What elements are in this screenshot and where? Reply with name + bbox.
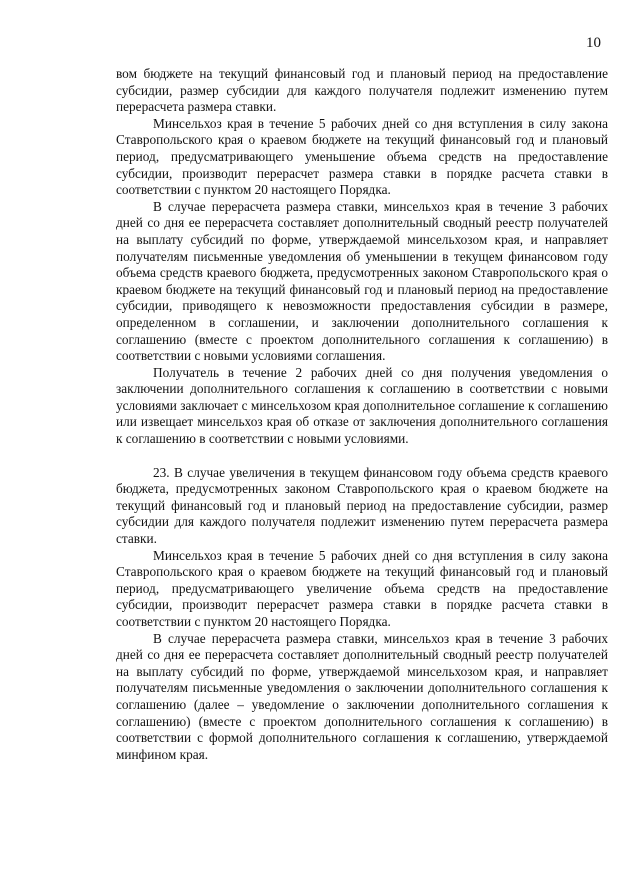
paragraph-rate-recalculation-increase: Минсельхоз края в течение 5 рабочих дней со дня вступления в силу закона Ставропольского края о краевом бюджете на текущий финансовый год и плановый период, предусматривающего увеличение объема средств на предоставление субсидии, производит перерасчет размера ставки в порядке расчета ставки в соответствии с пунктом 20 настоящего Порядка.: [116, 547, 608, 629]
paragraph-recipient-response: Получатель в течение 2 рабочих дней со дня получения уведомления о заключении дополнительного соглашения к соглашению в соответствии с новыми условиями заключает с минсельхозом края дополнительное соглашение к соглашению или извещает минсельхоз края об отказе от заключения дополнительного соглашения к соглашению в соответствии с новыми условиями.: [116, 364, 608, 447]
page-number: 10: [586, 35, 601, 51]
paragraph-rate-recalculation-decrease: Минсельхоз края в течение 5 рабочих дней со дня вступления в силу закона Ставропольского края о краевом бюджете на текущий финансовый год и плановый период, предусматривающего уменьшение объема средств на предоставление субсидии, производит перерасчет размера ставки в порядке расчета ставки в соответствии с пунктом 20 настоящего Порядка.: [116, 115, 608, 198]
document-body: [116, 66, 608, 763]
paragraph-registry-decrease: В случае перерасчета размера ставки, минсельхоз края в течение 3 рабочих дней со дня ее перерасчета составляет дополнительный сводный реестр получателей на выплату субсидий по форме, утверждаемой минсельхозом края, и направляет получателям письменные уведомления об уменьшении в текущем финансовом году объема средств краевого бюджета, предусмотренных законом Ставропольского края о краевом бюджете на текущий финансовый год и плановый период на предоставление субсидии, приводящего к невозможности предоставления субсидии в размере, определенном в соглашении, и заключении дополнительного соглашения к соглашению (вместе с проектом дополнительного соглашения к соглашению) в соответствии с новыми условиями соглашения.: [116, 198, 608, 364]
paragraph-item-23: 23. В случае увеличения в текущем финансовом году объема средств краевого бюджета, предусмотренных законом Ставропольского края о краевом бюджете на текущий финансовый год и плановый период на предоставление субсидии, размер субсидии для каждого получателя подлежит изменению путем перерасчета размера ставки.: [116, 464, 608, 547]
paragraph-continuation: вом бюджете на текущий финансовый год и плановый период на предоставление субсидии, размер субсидии для каждого получателя подлежит изменению путем перерасчета размера ставки.: [116, 66, 608, 115]
paragraph-registry-increase: В случае перерасчета размера ставки, минсельхоз края в течение 3 рабочих дней со дня ее перерасчета составляет дополнительный сводный реестр получателей на выплату субсидий по форме, утверждаемой минсельхозом края, и направляет получателям письменные уведомления о заключении дополнительного соглашения к соглашению (далее – уведомление о заключении дополнительного соглашения к соглашению) (вместе с проектом дополнительного соглашения к соглашению) в соответствии с формой дополнительного соглашения к соглашению, утверждаемой минфином края.: [116, 630, 608, 762]
